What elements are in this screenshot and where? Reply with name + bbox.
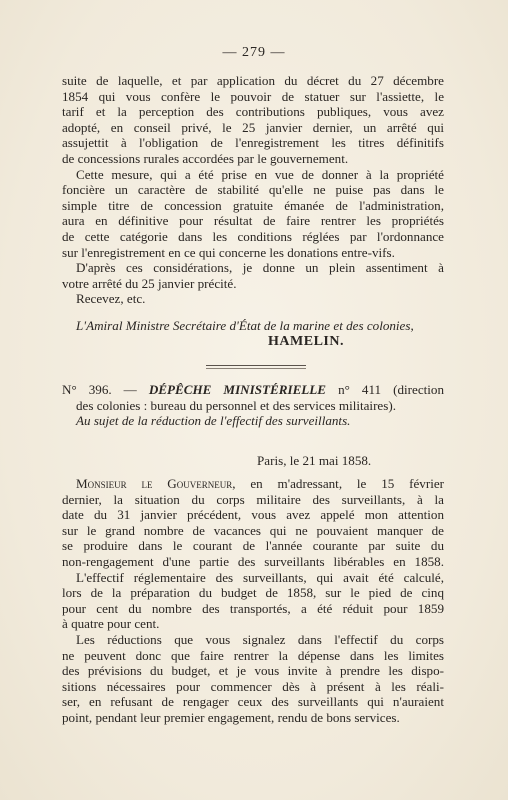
section-divider-secondary	[206, 368, 306, 369]
text-line: point, pendant leur premier engagement, rendu de bons services.	[62, 709, 400, 725]
heading-line: des colonies : bureau du personnel et des services militaires).	[76, 397, 396, 413]
text-line: Recevez, etc.	[76, 291, 146, 307]
text-line: Les réductions que vous signalez dans l'effectif du corps	[76, 631, 444, 647]
text-line: se produire dans le courant de l'année courante par suite du	[62, 538, 444, 554]
salutation: Monsieur le Gouverneur	[76, 476, 233, 491]
text-line: des prévisions du budget, et je vous invite à prendre les dispo-	[62, 663, 444, 679]
text-line: aura en définitive pour résultat de faire rentrer les propriétés	[62, 213, 444, 229]
text-line: assujettit à l'obligation de l'enregistrement les titres définitifs	[62, 135, 444, 151]
text-line: de concessions rurales accordées par le gouvernement.	[62, 150, 349, 166]
dispatch-title: DÉPÊCHE MINISTÉRIELLE	[148, 382, 327, 397]
dispatch-heading	[62, 382, 444, 429]
text-line: L'effectif réglementaire des surveillants, qui avait été calculé,	[76, 569, 444, 585]
text-line: votre arrêté du 25 janvier précité.	[62, 275, 237, 291]
text-line: date du 31 janvier précédent, vous avez appelé mon attention	[62, 507, 444, 523]
section-divider	[206, 365, 306, 366]
text-line: Monsieur le Gouverneur, en m'adressant, le 15 février	[76, 476, 445, 491]
text-line: ne peuvent donc que faire rentrer la dépense dans les limites	[62, 647, 444, 663]
text-line: simple titre de concession gratuite émanée de l'administration,	[62, 197, 444, 213]
dispatch-body	[62, 476, 444, 726]
dispatch-reference: n° 411 (direction	[338, 382, 445, 397]
text-line: sur le grand nombre de vacances qui ne pouvaient manquer de	[62, 522, 444, 538]
text-line: sitions nécessaires pour commencer dès à présent à les réali-	[62, 678, 444, 694]
text-line: lors de la préparation du budget de 1858, sur le pied de cinq	[62, 585, 444, 601]
text-line: non-rengagement d'une partie des surveillants libérables en 1858.	[62, 553, 444, 569]
text-line: de cette catégorie dans les conditions réglées par l'ordonnance	[62, 228, 444, 244]
text-line: sur l'enregistrement en ce qui concerne les donations entre-vifs.	[62, 244, 395, 260]
text-line: à quatre pour cent.	[62, 616, 160, 632]
text-line: ser, en refusant de rengager ceux des surveillants qui n'auraient	[62, 694, 444, 710]
heading-line	[62, 382, 444, 398]
letter-body-continued	[62, 73, 444, 334]
dateline: Paris, le 21 mai 1858.	[257, 453, 372, 468]
dispatch-subject: Au sujet de la réduction de l'effectif des surveillants.	[76, 413, 351, 429]
text-line: suite de laquelle, et par application du décret du 27 décembre	[62, 73, 444, 88]
text-line: dernier, la situation du corps militaire des surveillants, à la	[62, 491, 444, 507]
text-line: D'après ces considérations, je donne un plein assentiment à	[76, 260, 444, 276]
text-line: adopté, en conseil privé, le 25 janvier dernier, un arrêté qui	[62, 119, 444, 135]
text-line: 1854 qui vous confère le pouvoir de statuer sur l'assiette, le	[62, 88, 444, 104]
signature-name: HAMELIN.	[268, 334, 344, 349]
text-line: tarif et la perception des contributions publiques, vous avez	[62, 104, 444, 120]
dispatch-number: N° 396. —	[62, 382, 137, 397]
text-line: foncière un caractère de stabilité qu'elle ne puise pas dans le	[62, 182, 444, 198]
text-line: Cette mesure, qui a été prise en vue de donner à la propriété	[76, 166, 444, 182]
page-number: — 279 —	[222, 45, 286, 60]
text-line: pour cent du nombre des transportés, a été réduit pour 1859	[62, 600, 444, 616]
signature-title: L'Amiral Ministre Secrétaire d'État de la marine et des colonies,	[76, 317, 414, 333]
